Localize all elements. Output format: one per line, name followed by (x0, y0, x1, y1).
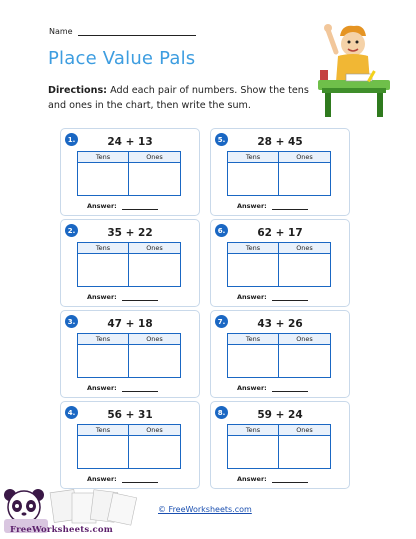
place-value-chart (77, 151, 181, 196)
answer-line[interactable] (272, 476, 308, 483)
answer-label: Answer: (237, 384, 267, 392)
problem-expression: 28 + 45 (257, 136, 303, 148)
page-title: Place Value Pals (48, 48, 196, 69)
problem-expression: 35 + 22 (107, 227, 153, 239)
answer-row (87, 202, 158, 210)
ones-cell[interactable] (129, 345, 180, 377)
answer-label: Answer: (237, 202, 267, 210)
answer-label: Answer: (237, 293, 267, 301)
answer-row (87, 293, 158, 301)
answer-label: Answer: (87, 202, 117, 210)
answer-label: Answer: (87, 475, 117, 483)
problem-expression: 59 + 24 (257, 409, 303, 421)
tens-header: Tens (228, 152, 279, 163)
problem-number-badge: 3. (65, 315, 78, 328)
answer-label: Answer: (87, 384, 117, 392)
answer-row (87, 475, 158, 483)
place-value-chart (227, 424, 331, 469)
tens-header: Tens (228, 243, 279, 254)
tens-header: Tens (78, 425, 129, 436)
problem-card (60, 310, 200, 398)
tens-cell[interactable] (228, 254, 279, 286)
problem-number-badge: 8. (215, 406, 228, 419)
directions-label: Directions: (48, 85, 108, 96)
answer-line[interactable] (122, 203, 158, 210)
name-label: Name (49, 27, 73, 36)
problem-card (210, 310, 350, 398)
directions-text: Add each pair of numbers. Show the tens and ones in the chart, then write the sum. (48, 85, 309, 111)
footer-copyright-link[interactable]: © FreeWorksheets.com (158, 505, 252, 514)
ones-header: Ones (129, 243, 180, 254)
tens-cell[interactable] (78, 436, 129, 468)
place-value-chart (77, 242, 181, 287)
answer-label: Answer: (237, 475, 267, 483)
ones-header: Ones (279, 425, 330, 436)
problem-card (210, 128, 350, 216)
problem-number-badge: 2. (65, 224, 78, 237)
place-value-chart (227, 242, 331, 287)
answer-line[interactable] (272, 294, 308, 301)
student-clipart-icon (308, 22, 394, 122)
problem-expression: 56 + 31 (107, 409, 153, 421)
tens-cell[interactable] (78, 345, 129, 377)
ones-header: Ones (279, 243, 330, 254)
ones-header: Ones (129, 334, 180, 345)
ones-header: Ones (129, 152, 180, 163)
tens-header: Tens (78, 152, 129, 163)
problem-card (210, 219, 350, 307)
place-value-chart (77, 333, 181, 378)
ones-cell[interactable] (279, 163, 330, 195)
name-line[interactable] (78, 27, 196, 36)
problem-expression: 47 + 18 (107, 318, 153, 330)
problem-number-badge: 5. (215, 133, 228, 146)
answer-row (237, 202, 308, 210)
answer-line[interactable] (122, 476, 158, 483)
ones-header: Ones (279, 334, 330, 345)
answer-line[interactable] (272, 385, 308, 392)
answer-row (237, 293, 308, 301)
ones-cell[interactable] (279, 345, 330, 377)
ones-cell[interactable] (279, 254, 330, 286)
tens-cell[interactable] (228, 436, 279, 468)
ones-header: Ones (129, 425, 180, 436)
answer-row (87, 384, 158, 392)
ones-cell[interactable] (129, 254, 180, 286)
problem-card (60, 128, 200, 216)
problem-card (60, 401, 200, 489)
problem-expression: 24 + 13 (107, 136, 153, 148)
problem-number-badge: 7. (215, 315, 228, 328)
tens-header: Tens (78, 334, 129, 345)
place-value-chart (227, 151, 331, 196)
tens-cell[interactable] (228, 345, 279, 377)
problem-expression: 62 + 17 (257, 227, 303, 239)
answer-row (237, 475, 308, 483)
problem-card (210, 401, 350, 489)
ones-header: Ones (279, 152, 330, 163)
answer-line[interactable] (272, 203, 308, 210)
answer-line[interactable] (122, 385, 158, 392)
directions (48, 83, 316, 113)
problem-expression: 43 + 26 (257, 318, 303, 330)
answer-row (237, 384, 308, 392)
tens-cell[interactable] (78, 254, 129, 286)
ones-cell[interactable] (129, 163, 180, 195)
problem-number-badge: 6. (215, 224, 228, 237)
place-value-chart (227, 333, 331, 378)
answer-line[interactable] (122, 294, 158, 301)
problem-card (60, 219, 200, 307)
tens-header: Tens (228, 334, 279, 345)
place-value-chart (77, 424, 181, 469)
ones-cell[interactable] (129, 436, 180, 468)
ones-cell[interactable] (279, 436, 330, 468)
problem-number-badge: 1. (65, 133, 78, 146)
answer-label: Answer: (87, 293, 117, 301)
problem-number-badge: 4. (65, 406, 78, 419)
tens-header: Tens (78, 243, 129, 254)
logo-text: FreeWorksheets.com (10, 525, 113, 535)
name-field (49, 27, 196, 36)
tens-cell[interactable] (228, 163, 279, 195)
tens-header: Tens (228, 425, 279, 436)
tens-cell[interactable] (78, 163, 129, 195)
